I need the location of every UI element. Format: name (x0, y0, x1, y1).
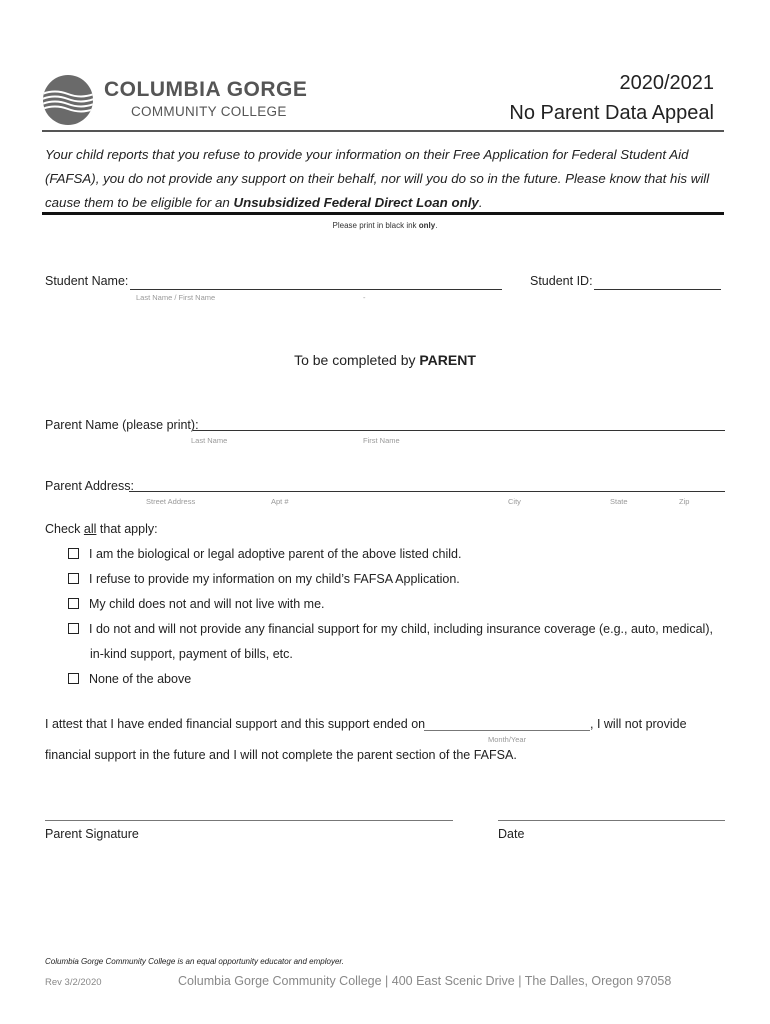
parent-address-field[interactable] (129, 491, 725, 492)
intro-end: . (478, 195, 483, 210)
parent-address-label: Parent Address: (45, 479, 134, 493)
header-divider (42, 130, 724, 132)
checkbox[interactable] (68, 548, 79, 559)
checkbox[interactable] (68, 573, 79, 584)
checklist-label-post: that apply: (96, 522, 158, 536)
support-end-date-field[interactable] (424, 730, 590, 731)
intro-paragraph (45, 143, 727, 215)
zip-hint: Zip (679, 497, 690, 506)
date-field[interactable] (498, 820, 725, 821)
parent-name-label: Parent Name (please print): (45, 418, 199, 432)
section-text: To be completed by (294, 352, 420, 368)
logo-subtitle: COMMUNITY COLLEGE (131, 104, 287, 119)
checklist-item (68, 592, 724, 617)
ink-note (0, 221, 770, 230)
student-name-hint: Last Name / First Name (136, 293, 216, 302)
intro-emphasis: Unsubsidized Federal Direct Loan only (233, 195, 479, 210)
student-id-label: Student ID: (530, 274, 593, 288)
checklist-item-text: I do not and will not provide any financial support for my child, including insurance coverage (e.g., auto, medical), in-kind support, payment of bills, etc. (89, 622, 713, 661)
eeo-statement: Columbia Gorge Community College is an equal opportunity educator and employer. (45, 957, 344, 966)
academic-year: 2020/2021 (619, 72, 714, 94)
parent-name-field[interactable] (193, 430, 725, 431)
checklist-item-text: I am the biological or legal adoptive parent of the above listed child. (89, 547, 462, 561)
checklist-item-text: None of the above (89, 672, 192, 686)
student-name-field[interactable] (130, 289, 502, 290)
ink-note-end: . (435, 221, 438, 230)
form-title: No Parent Data Appeal (509, 102, 714, 124)
checkbox[interactable] (68, 598, 79, 609)
parent-signature-field[interactable] (45, 820, 453, 821)
checklist-item (68, 617, 724, 667)
section-heading (0, 352, 770, 368)
state-hint: State (610, 497, 628, 506)
checklist-item (68, 667, 724, 692)
city-hint: City (508, 497, 521, 506)
month-year-hint: Month/Year (488, 735, 527, 744)
checklist-item (68, 567, 724, 592)
checklist-label (45, 522, 158, 536)
student-name-hint-dash: - (363, 293, 366, 302)
logo-name: COLUMBIA GORGE (104, 78, 308, 101)
student-id-field[interactable] (594, 289, 721, 290)
attest-pre: I attest that I have ended financial support and this support ended on (45, 717, 426, 731)
parent-first-name-hint: First Name (363, 436, 400, 445)
ink-note-text: Please print in black ink (332, 221, 419, 230)
student-name-label: Student Name: (45, 274, 129, 288)
checklist-item (68, 542, 724, 567)
intro-text: Your child reports that you refuse to provide your information on their Free Application for Federal Student Aid (FAFSA), you do not provide any support on their behalf, nor will you do so in the future. Please know that his will cause them to be eligible for an (45, 147, 710, 210)
checklist-item-text: My child does not and will not live with me. (89, 597, 325, 611)
parent-last-name-hint: Last Name (191, 436, 228, 445)
date-label: Date (498, 827, 525, 841)
checkbox[interactable] (68, 623, 79, 634)
apt-hint: Apt # (271, 497, 289, 506)
intro-divider (42, 212, 724, 215)
parent-signature-label: Parent Signature (45, 827, 139, 841)
checklist-label-pre: Check (45, 522, 84, 536)
ink-note-emphasis: only (418, 221, 436, 230)
college-logo-icon (42, 74, 94, 126)
college-address: Columbia Gorge Community College | 400 East Scenic Drive | The Dalles, Oregon 97058 (178, 974, 672, 988)
revision-date: Rev 3/2/2020 (45, 977, 102, 988)
street-address-hint: Street Address (146, 497, 196, 506)
checklist-item-text: I refuse to provide my information on my child’s FAFSA Application. (89, 572, 460, 586)
attest-post: , I will not provide (590, 717, 687, 731)
checkbox[interactable] (68, 673, 79, 684)
section-emphasis: PARENT (419, 352, 476, 368)
checklist-label-all: all (83, 522, 97, 536)
attest-line-2: financial support in the future and I will not complete the parent section of the FAFSA. (45, 748, 517, 762)
